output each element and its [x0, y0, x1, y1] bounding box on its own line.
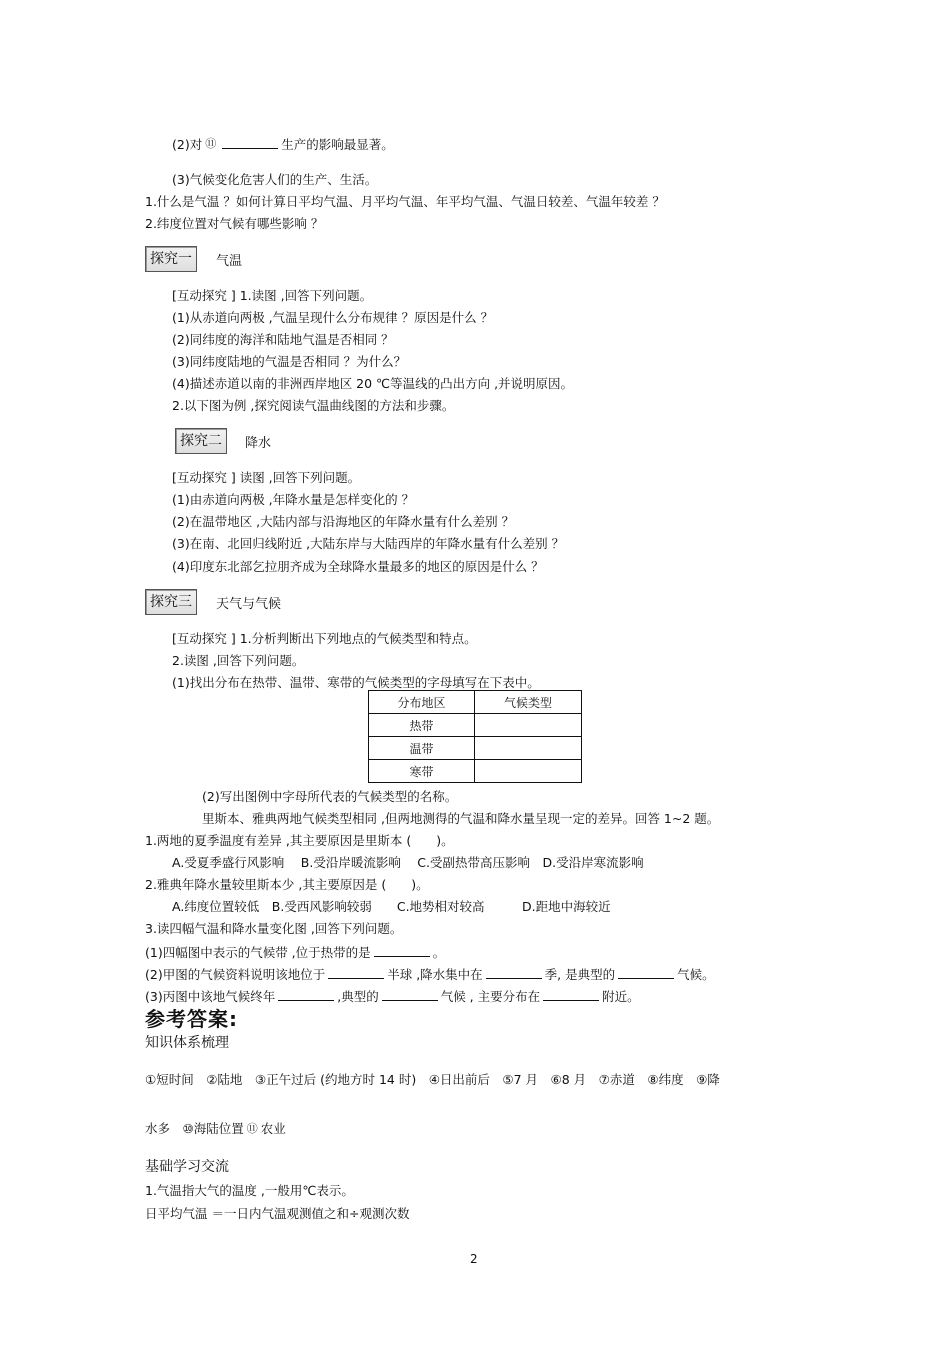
table-row — [369, 714, 582, 737]
e3-line-3: (2)写出图例中字母所代表的气候类型的名称。 — [202, 789, 458, 804]
e3-line-1: 2.读图 ,回答下列问题。 — [172, 653, 305, 668]
explore-3-title: 天气与气候 — [216, 597, 282, 612]
question-2: 2.纬度位置对气候有哪些影响 ？ — [145, 216, 324, 231]
answers-line-2 — [145, 1121, 286, 1137]
blank-line[interactable] — [486, 966, 542, 979]
explore-1-box: 探究一 — [145, 246, 197, 272]
text: 季, 是典型的 — [544, 967, 616, 982]
fill-line-1 — [145, 944, 445, 961]
e2-line-3: (3)在南、北回归线附近 ,大陆东岸与大陆西岸的年降水量有什么差别 ？ — [172, 536, 565, 551]
answers-line-4: 日平均气温 ＝一日内气温观测值之和÷观测次数 — [145, 1206, 410, 1221]
fill-line-3 — [145, 988, 640, 1005]
circled-number: ⑪ — [205, 137, 217, 150]
e1-line-2: (2)同纬度的海洋和陆地气温是否相同 ？ — [172, 332, 394, 347]
blank-line[interactable] — [382, 988, 438, 1001]
mc-question-2: 2.雅典年降水量较里斯本少 ,其主要原因是 ( )。 — [145, 877, 429, 892]
e1-line-5: 2.以下图为例 ,探究阅读气温曲线图的方法和步骤。 — [172, 398, 455, 413]
text: 生产的影响最显著。 — [281, 137, 394, 152]
table-header: 分布地区 — [369, 691, 475, 714]
table-cell: 温带 — [369, 737, 475, 760]
text: (2)甲图的气候资料说明该地位于 — [145, 967, 326, 982]
question-3: 3.读四幅气温和降水量变化图 ,回答下列问题。 — [145, 921, 403, 936]
e3-line-2: (1)找出分布在热带、温带、寒带的气候类型的字母填写在下表中。 — [172, 675, 540, 690]
explore-2-box: 探究二 — [175, 428, 227, 454]
explore-1-title: 气温 — [216, 254, 243, 269]
table-input-cell[interactable] — [475, 760, 582, 783]
page-number: 2 — [470, 1252, 478, 1266]
table-cell: 热带 — [369, 714, 475, 737]
answers-line-1: ①短时间 ②陆地 ③正午过后 (约地方时 14 时) ④日出前后 ⑤7 月 ⑥8 月 ⑦赤道 ⑧纬度 ⑨降 — [145, 1072, 720, 1087]
text: 水多 ⑩海陆位置 — [145, 1121, 244, 1136]
e2-line-0: [互动探究 ] 读图 ,回答下列问题。 — [172, 470, 361, 485]
answers-subtitle-2: 基础学习交流 — [145, 1159, 229, 1175]
table-input-cell[interactable] — [475, 737, 582, 760]
table-cell: 寒带 — [369, 760, 475, 783]
blank-line[interactable] — [374, 944, 430, 957]
text: ,典型的 — [337, 989, 379, 1004]
answers-line-3: 1.气温指大气的温度 ,一般用℃表示。 — [145, 1183, 354, 1198]
e1-line-1: (1)从赤道向两极 ,气温呈现什么分布规律 ？原因是什么 ？ — [172, 310, 494, 325]
text: 附近。 — [602, 989, 640, 1004]
table-header-row — [369, 691, 582, 714]
text: (3)丙图中该地气候终年 — [145, 989, 276, 1004]
explore-2-title: 降水 — [245, 436, 272, 451]
answers-subtitle-1: 知识体系梳理 — [145, 1035, 229, 1051]
text: (1)四幅图中表示的气候带 ,位于热带的是 — [145, 945, 371, 960]
e3-line-0: [互动探究 ] 1.分析判断出下列地点的气候类型和特点。 — [172, 631, 477, 646]
text: 气候。 — [677, 967, 715, 982]
text: 。 — [432, 945, 446, 960]
explore-3-box: 探究三 — [145, 589, 197, 615]
blank-line[interactable] — [222, 136, 278, 149]
answers-title: 参考答案: — [145, 1007, 238, 1031]
text: (2)对 — [172, 137, 203, 152]
table-row — [369, 760, 582, 783]
e1-line-4: (4)描述赤道以南的非洲西岸地区 20 ℃等温线的凸出方向 ,并说明原因。 — [172, 376, 574, 391]
text: 农业 — [260, 1121, 286, 1136]
e1-line-0: [互动探究 ] 1.读图 ,回答下列问题。 — [172, 288, 373, 303]
e1-line-3: (3)同纬度陆地的气温是否相同 ？为什么？ — [172, 354, 407, 369]
mc-question-1: 1.两地的夏季温度有差异 ,其主要原因是里斯本 ( )。 — [145, 833, 454, 848]
blank-line[interactable] — [278, 988, 334, 1001]
e2-line-2: (2)在温带地区 ,大陆内部与沿海地区的年降水量有什么差别 ？ — [172, 514, 515, 529]
text: 半球 ,降水集中在 — [387, 967, 483, 982]
table-row — [369, 737, 582, 760]
e2-line-1: (1)由赤道向两极 ,年降水量是怎样变化的 ？ — [172, 492, 415, 507]
table-input-cell[interactable] — [475, 714, 582, 737]
climate-table — [368, 690, 582, 783]
item-2-line — [172, 136, 394, 153]
intro-line: 里斯本、雅典两地气候类型相同 ,但两地测得的气温和降水量呈现一定的差异。回答 1~2 题。 — [202, 811, 720, 826]
text: 气候 , 主要分布在 — [440, 989, 541, 1004]
table-header: 气候类型 — [475, 691, 582, 714]
e2-line-4: (4)印度东北部乞拉朋齐成为全球降水量最多的地区的原因是什么 ？ — [172, 559, 544, 574]
question-1: 1.什么是气温 ？如何计算日平均气温、月平均气温、年平均气温、气温日较差、气温年较差 ？ — [145, 194, 665, 209]
item-3-line: (3)气候变化危害人们的生产、生活。 — [172, 172, 378, 187]
mc-options-1: A.受夏季盛行风影响 B.受沿岸暖流影响 C.受副热带高压影响 D.受沿岸寒流影响 — [172, 855, 644, 870]
blank-line[interactable] — [543, 988, 599, 1001]
circled-number: ⑪ — [246, 1122, 258, 1135]
mc-options-2: A.纬度位置较低 B.受西风影响较弱 C.地势相对较高 D.距地中海较近 — [172, 899, 611, 914]
fill-line-2 — [145, 966, 715, 983]
blank-line[interactable] — [618, 966, 674, 979]
blank-line[interactable] — [328, 966, 384, 979]
